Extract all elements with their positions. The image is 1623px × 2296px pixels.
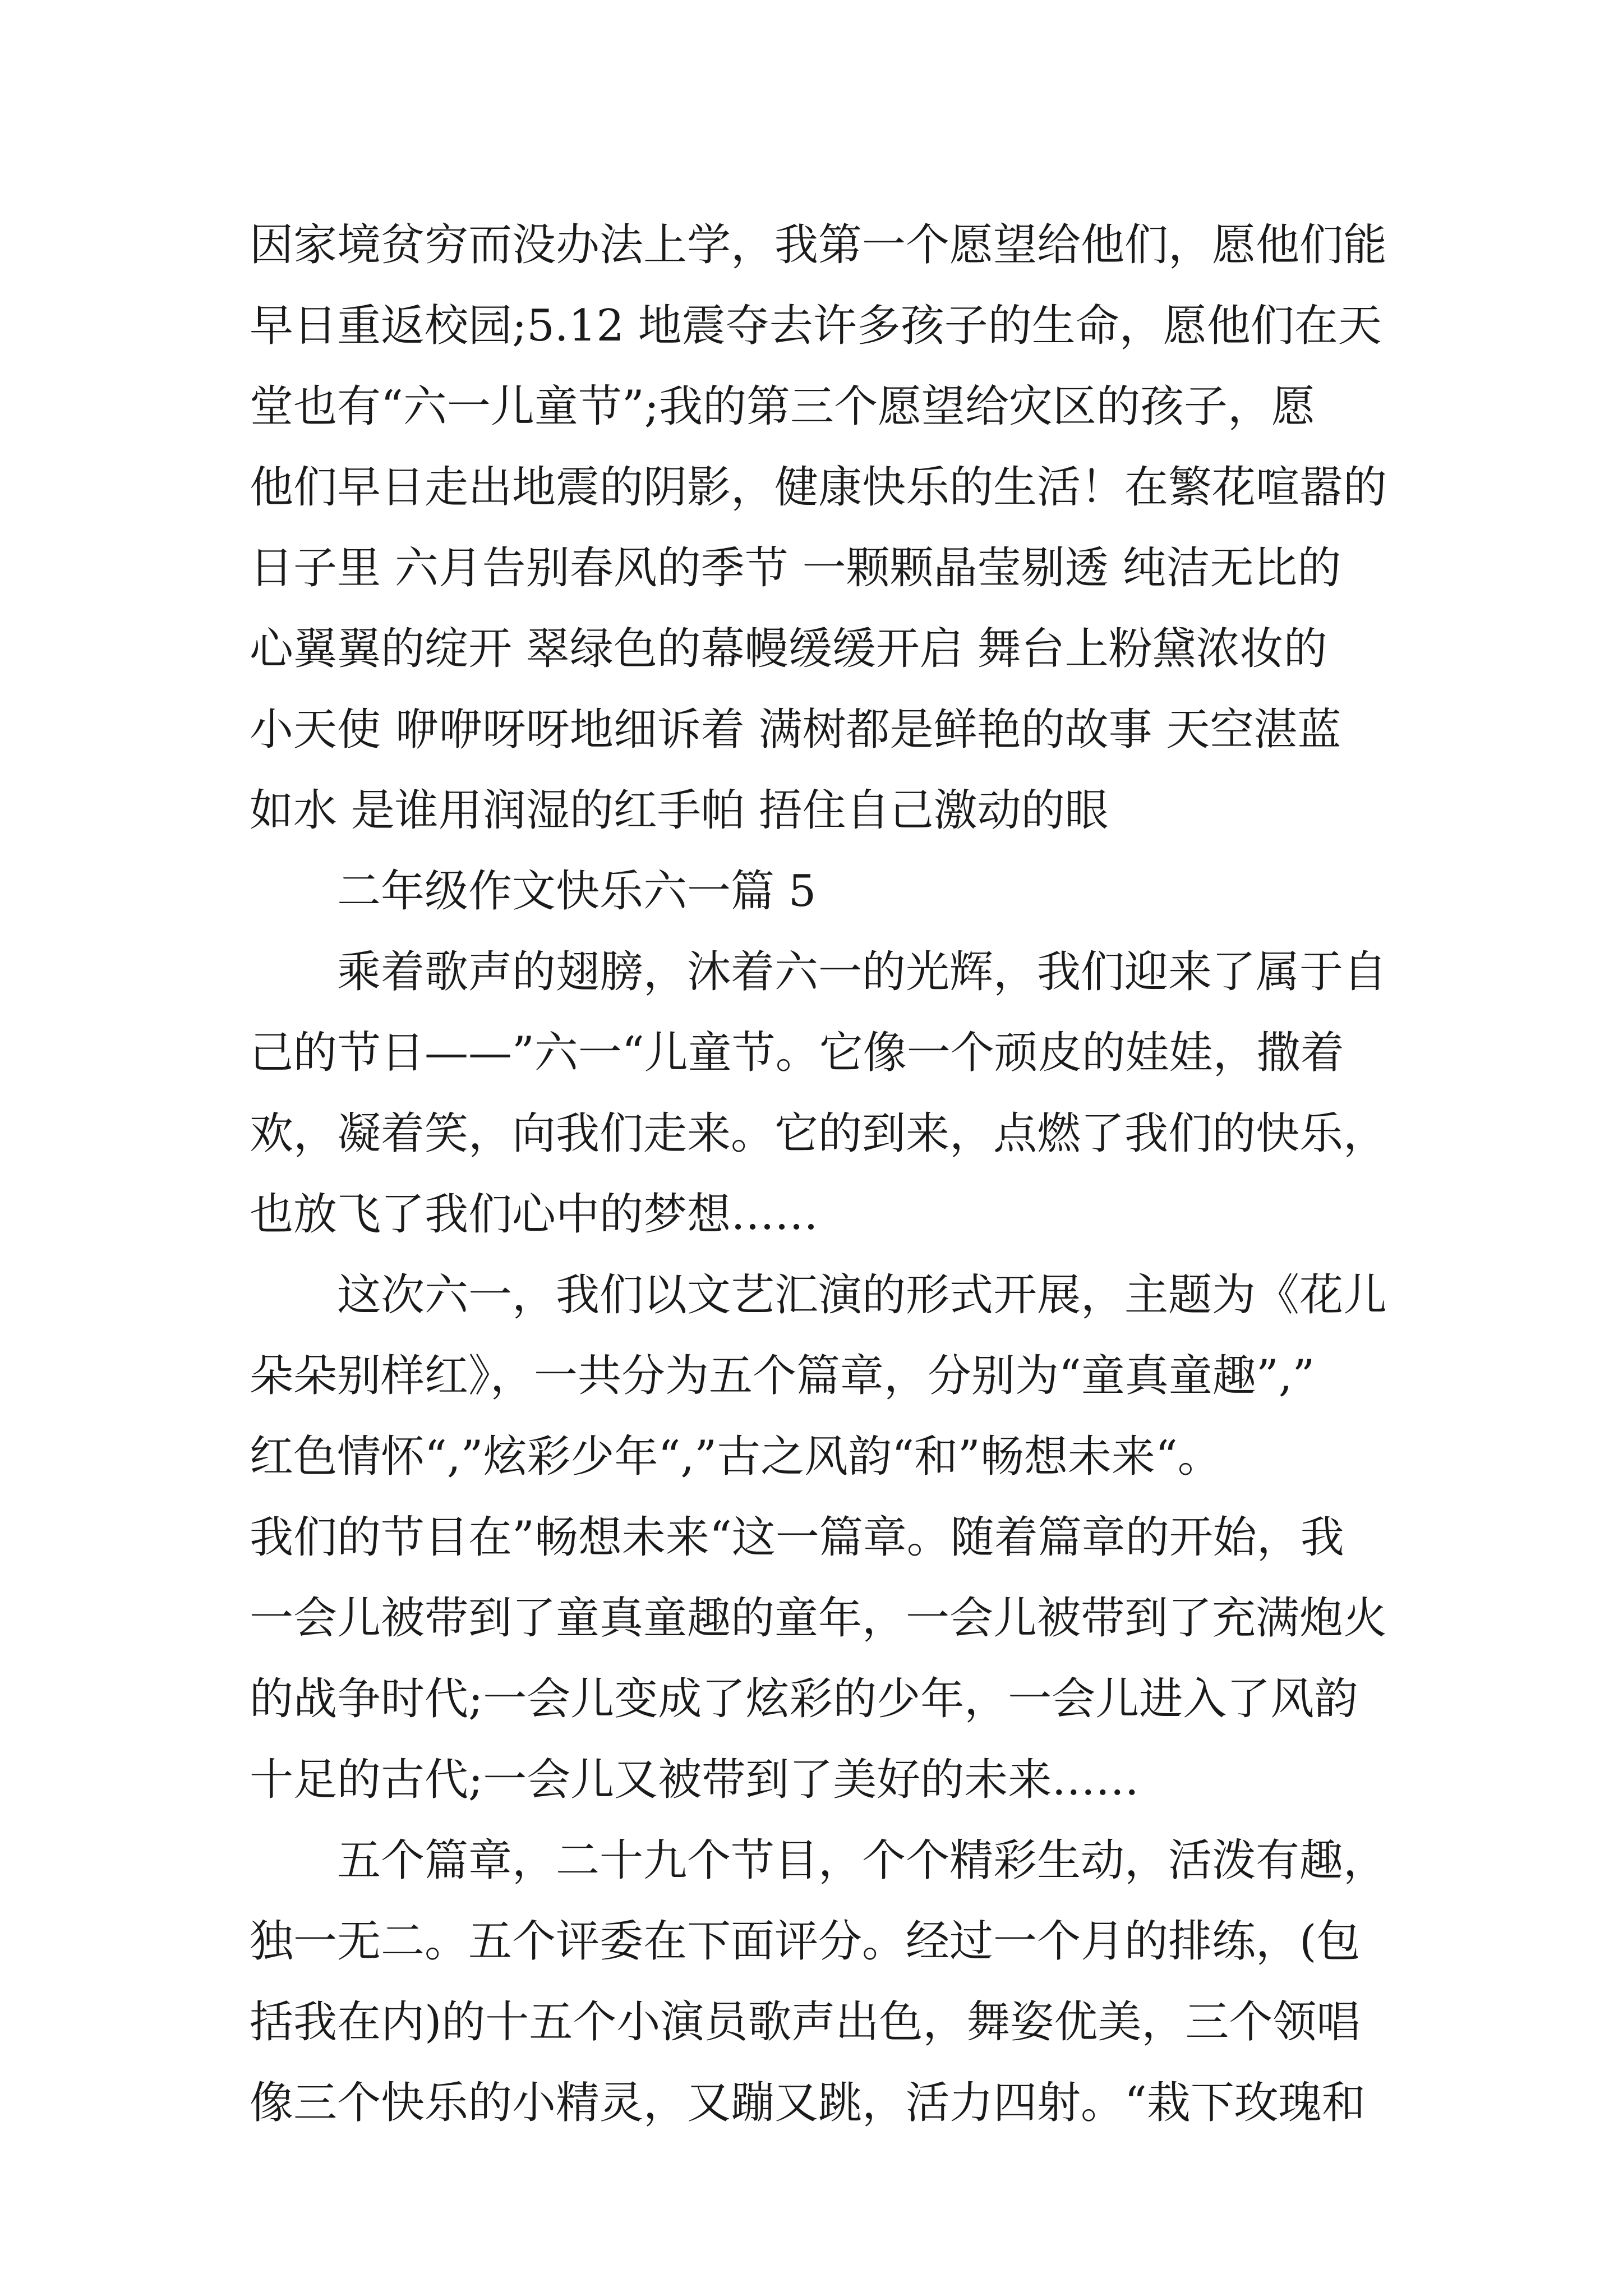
- text-line: 一会儿被带到了童真童趣的童年，一会儿被带到了充满炮火: [250, 1593, 1387, 1644]
- text-line: 的战争时代;一会儿变成了炫彩的少年，一会儿进入了风韵: [250, 1674, 1358, 1724]
- text-line: 像三个快乐的小精灵，又蹦又跳，活力四射。“栽下玫瑰和: [250, 2078, 1366, 2128]
- text-line: 己的节日——”六一“儿童节。它像一个顽皮的娃娃，撒着: [250, 1028, 1344, 1078]
- text-line: 堂也有“六一儿童节”;我的第三个愿望给灾区的孩子，愿: [250, 381, 1316, 432]
- text-line: 早日重返校园;5.12 地震夺去许多孩子的生命，愿他们在天: [250, 301, 1382, 351]
- text-line: 心翼翼的绽开 翠绿色的幕幔缓缓开启 舞台上粉黛浓妆的: [250, 624, 1327, 674]
- section-heading: 二年级作文快乐六一篇 5: [337, 866, 817, 917]
- text-line: 朵朵别样红》，一共分为五个篇章，分别为“童真童趣”,”: [250, 1351, 1315, 1401]
- text-line: 小天使 咿咿呀呀地细诉着 满树都是鲜艳的故事 天空湛蓝: [250, 705, 1341, 755]
- text-line: 括我在内)的十五个小演员歌声出色，舞姿优美，三个领唱: [250, 1997, 1361, 2047]
- paragraph-start: 这次六一，我们以文艺汇演的形式开展，主题为《花儿: [337, 1270, 1387, 1320]
- text-line: 我们的节目在”畅想未来“这一篇章。随着篇章的开始，我: [250, 1512, 1344, 1563]
- text-line: 日子里 六月告别春风的季节 一颗颗晶莹剔透 纯洁无比的: [250, 543, 1341, 593]
- document-body: [250, 205, 1394, 2143]
- paragraph-start: 五个篇章，二十九个节目，个个精彩生动，活泼有趣，: [337, 1835, 1387, 1886]
- text-line: 十足的古代;一会儿又被带到了美好的未来……: [250, 1755, 1140, 1805]
- text-line: 独一无二。五个评委在下面评分。经过一个月的排练，(包: [250, 1916, 1361, 1967]
- text-line: 欢，凝着笑，向我们走来。它的到来，点燃了我们的快乐，: [250, 1108, 1387, 1159]
- text-line: 他们早日走出地震的阴影，健康快乐的生活！在繁花喧嚣的: [250, 462, 1387, 513]
- text-line: 如水 是谁用润湿的红手帕 捂住自己激动的眼: [250, 785, 1109, 836]
- text-line: 红色情怀“,”炫彩少年“,”古之风韵“和”畅想未来“。: [250, 1432, 1221, 1482]
- paragraph-start: 乘着歌声的翅膀，沐着六一的光辉，我们迎来了属于自: [337, 947, 1387, 997]
- text-line: 也放飞了我们心中的梦想……: [250, 1189, 819, 1240]
- text-line: 因家境贫穷而没办法上学，我第一个愿望给他们，愿他们能: [250, 220, 1387, 270]
